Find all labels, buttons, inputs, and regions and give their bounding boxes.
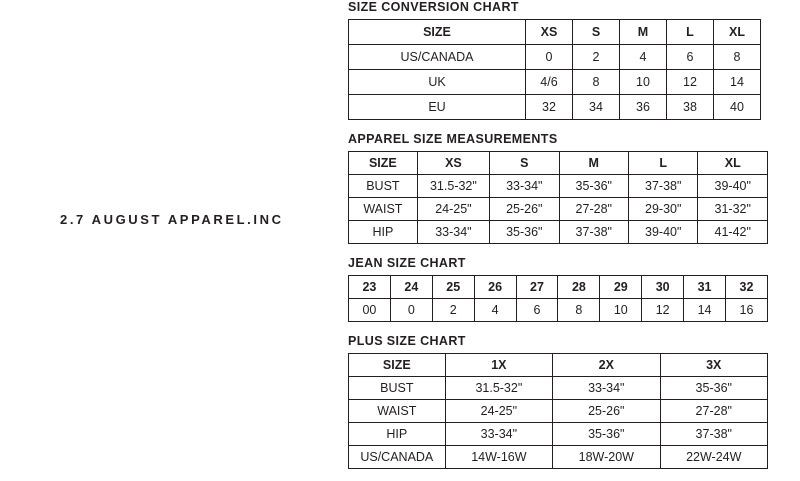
size-charts-container xyxy=(348,0,768,481)
table-cell: 39-40" xyxy=(629,221,698,244)
table-cell: 33-34" xyxy=(417,221,489,244)
table-row xyxy=(349,423,768,446)
row-label: BUST xyxy=(349,175,418,198)
table-cell: 14 xyxy=(714,70,761,95)
header-cell: 24 xyxy=(390,276,432,299)
table-cell: 29-30" xyxy=(629,198,698,221)
table-row xyxy=(349,95,761,120)
row-label: WAIST xyxy=(349,400,446,423)
table-cell: 37-38" xyxy=(559,221,628,244)
table-cell: 35-36" xyxy=(490,221,559,244)
header-cell: XL xyxy=(714,20,761,45)
header-cell: L xyxy=(667,20,714,45)
table-cell: 2 xyxy=(432,299,474,322)
header-cell: XS xyxy=(526,20,573,45)
table-cell: 34 xyxy=(573,95,620,120)
table-row xyxy=(349,377,768,400)
header-cell: SIZE xyxy=(349,20,526,45)
table-cell: 31.5-32" xyxy=(445,377,552,400)
table-cell: 35-36" xyxy=(553,423,660,446)
table-plus-size xyxy=(348,353,768,469)
header-cell: XL xyxy=(698,152,768,175)
table-row xyxy=(349,175,768,198)
header-cell: 1X xyxy=(445,354,552,377)
header-cell: S xyxy=(573,20,620,45)
header-cell: 31 xyxy=(684,276,726,299)
table-cell: 40 xyxy=(714,95,761,120)
table-row xyxy=(349,400,768,423)
table-cell: 27-28" xyxy=(660,400,767,423)
chart-title-size-conversion: SIZE CONVERSION CHART xyxy=(348,0,519,14)
table-row xyxy=(349,446,768,469)
table-cell: 6 xyxy=(667,45,714,70)
table-cell: 31.5-32" xyxy=(417,175,489,198)
table-apparel-measurements xyxy=(348,151,768,244)
header-cell: SIZE xyxy=(349,354,446,377)
table-cell: 35-36" xyxy=(660,377,767,400)
header-cell: XS xyxy=(417,152,489,175)
table-cell: 35-36" xyxy=(559,175,628,198)
table-row xyxy=(349,221,768,244)
table-row xyxy=(349,198,768,221)
table-cell: 0 xyxy=(390,299,432,322)
chart-block-apparel-measurements xyxy=(348,132,768,244)
header-cell: 32 xyxy=(726,276,768,299)
table-row xyxy=(349,45,761,70)
table-cell: 8 xyxy=(714,45,761,70)
table-header-row xyxy=(349,152,768,175)
table-cell: 31-32" xyxy=(698,198,768,221)
table-cell: 22W-24W xyxy=(660,446,767,469)
table-header-row xyxy=(349,276,768,299)
table-cell: 25-26" xyxy=(553,400,660,423)
header-cell: 3X xyxy=(660,354,767,377)
table-cell: 18W-20W xyxy=(553,446,660,469)
header-cell: SIZE xyxy=(349,152,418,175)
row-label: HIP xyxy=(349,221,418,244)
table-cell: 4 xyxy=(474,299,516,322)
table-cell: 27-28" xyxy=(559,198,628,221)
row-label: HIP xyxy=(349,423,446,446)
row-label: BUST xyxy=(349,377,446,400)
chart-block-plus-size xyxy=(348,334,768,469)
chart-block-jean-size xyxy=(348,256,768,322)
header-cell: 23 xyxy=(349,276,391,299)
table-cell: 12 xyxy=(667,70,714,95)
table-cell: 0 xyxy=(526,45,573,70)
table-cell: 00 xyxy=(349,299,391,322)
table-cell: 36 xyxy=(620,95,667,120)
table-cell: 12 xyxy=(642,299,684,322)
header-cell: 27 xyxy=(516,276,558,299)
table-cell: 24-25" xyxy=(417,198,489,221)
table-cell: 8 xyxy=(558,299,600,322)
table-cell: 2 xyxy=(573,45,620,70)
table-cell: 14W-16W xyxy=(445,446,552,469)
table-header-row xyxy=(349,20,761,45)
brand-name: 2.7 AUGUST APPAREL.INC xyxy=(60,212,284,227)
table-cell: 8 xyxy=(573,70,620,95)
header-cell: 25 xyxy=(432,276,474,299)
row-label: US/CANADA xyxy=(349,45,526,70)
header-cell: 29 xyxy=(600,276,642,299)
table-size-conversion xyxy=(348,19,761,120)
table-cell: 33-34" xyxy=(490,175,559,198)
table-cell: 4/6 xyxy=(526,70,573,95)
table-cell: 16 xyxy=(726,299,768,322)
table-row xyxy=(349,299,768,322)
header-cell: M xyxy=(559,152,628,175)
header-cell: 26 xyxy=(474,276,516,299)
chart-title-jean-size: JEAN SIZE CHART xyxy=(348,256,466,270)
table-row xyxy=(349,70,761,95)
row-label: EU xyxy=(349,95,526,120)
header-cell: 2X xyxy=(553,354,660,377)
row-label: UK xyxy=(349,70,526,95)
chart-title-plus-size: PLUS SIZE CHART xyxy=(348,334,466,348)
table-cell: 37-38" xyxy=(629,175,698,198)
header-cell: L xyxy=(629,152,698,175)
table-cell: 33-34" xyxy=(445,423,552,446)
table-cell: 4 xyxy=(620,45,667,70)
table-cell: 39-40" xyxy=(698,175,768,198)
table-cell: 38 xyxy=(667,95,714,120)
table-cell: 14 xyxy=(684,299,726,322)
row-label: WAIST xyxy=(349,198,418,221)
table-cell: 10 xyxy=(620,70,667,95)
table-jean-size xyxy=(348,275,768,322)
header-cell: 28 xyxy=(558,276,600,299)
table-cell: 33-34" xyxy=(553,377,660,400)
table-cell: 6 xyxy=(516,299,558,322)
table-header-row xyxy=(349,354,768,377)
header-cell: 30 xyxy=(642,276,684,299)
chart-title-apparel-measurements: APPAREL SIZE MEASUREMENTS xyxy=(348,132,558,146)
header-cell: M xyxy=(620,20,667,45)
header-cell: S xyxy=(490,152,559,175)
table-cell: 10 xyxy=(600,299,642,322)
table-cell: 25-26" xyxy=(490,198,559,221)
table-cell: 32 xyxy=(526,95,573,120)
table-cell: 41-42" xyxy=(698,221,768,244)
table-cell: 37-38" xyxy=(660,423,767,446)
table-cell: 24-25" xyxy=(445,400,552,423)
chart-block-size-conversion xyxy=(348,0,768,120)
row-label: US/CANADA xyxy=(349,446,446,469)
